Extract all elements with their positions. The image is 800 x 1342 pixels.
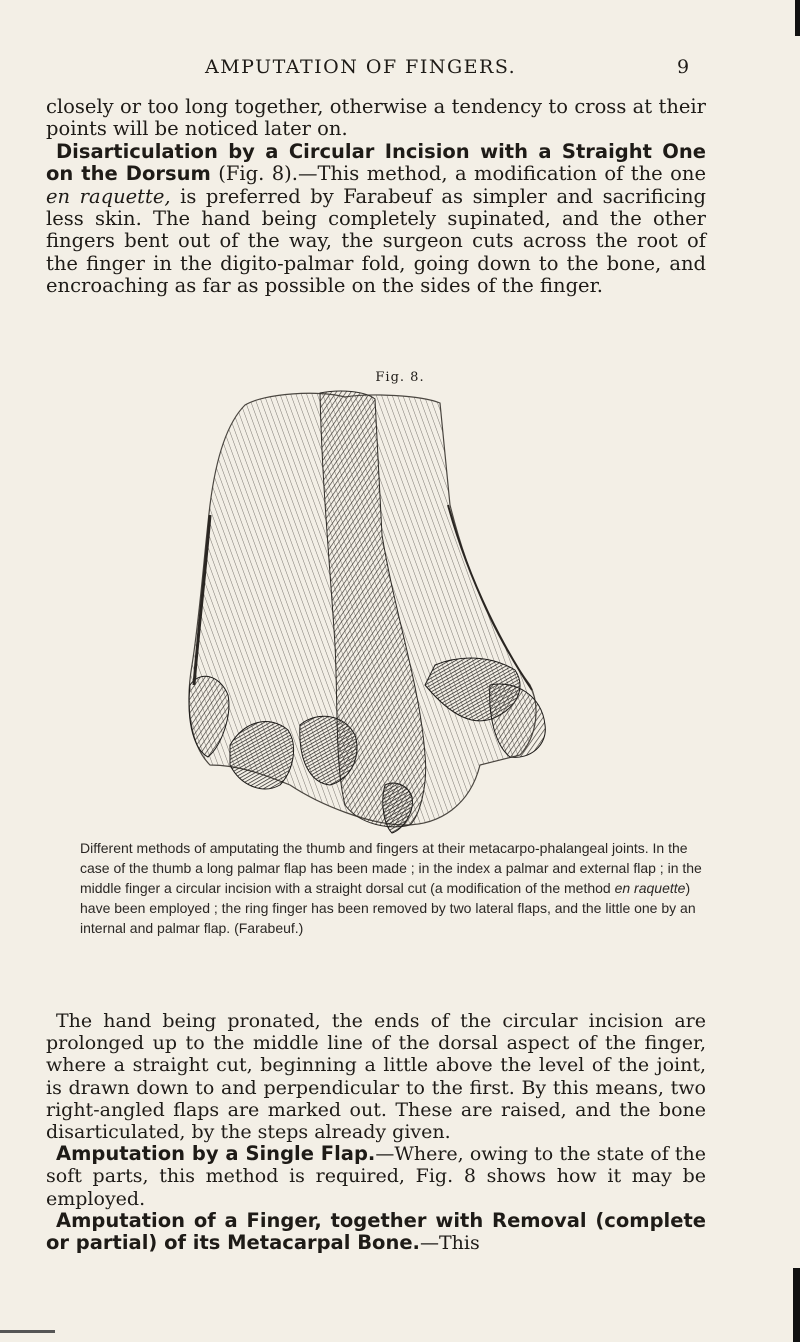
running-header [0,52,800,82]
hand-illustration [170,385,610,835]
paragraph-text: closely or too long together, otherwise a tendency to cross at their points will be noticed later on. [46,95,706,141]
section-heading: Disarticulation by a Circular Incision with a Straight One on the Dorsum [46,139,706,186]
caption-text: ) have been employed ; the ring finger has been removed by two lateral flaps, and the little one by an internal and palmar flap. (Farabeuf.) [80,880,696,936]
scan-edge-mark-bottom-right [793,1268,800,1342]
body-text-bottom [46,1010,706,1254]
running-title: AMPUTATION OF FINGERS. [205,56,517,78]
paragraph-disarticulation [46,141,706,298]
figure-label: Fig. 8. [375,370,425,385]
section-heading: Amputation by a Single Flap. [56,1142,376,1166]
paragraph-text: —Where, owing to the state of the soft parts, this method is required, Fig. 8 shows how it may be employed. [46,1143,706,1210]
scan-edge-mark-bottom-left [0,1330,55,1333]
paragraph-text: The hand being pronated, the ends of the circular incision are prolonged up to the middle line of the dorsal aspect of the finger, where a straight cut, beginning a little above the level of the joint, is drawn down to and perpendicular to the first. By this means, two right-angled flaps are marked out. These are raised, and the bone disarticulated, by the steps already given. [46,1010,706,1144]
page-number: 9 [677,56,690,78]
scan-edge-mark-top-right [795,0,800,36]
caption-text: Different methods of amputating the thumb and fingers at their metacarpo-phalangeal joints. In the case of the thumb a long palmar flap has been made ; in the index a palmar and external flap ; in the middle finger a circular incision with a straight dorsal cut (a modification of the method [80,840,702,896]
italic-term: en raquette, [46,184,171,208]
paragraph-metacarpal [46,1210,706,1254]
paragraph-text: —This [419,1232,480,1255]
paragraph-single-flap [46,1143,706,1210]
paragraph-text: is preferred by Farabeuf as simpler and sacrificing less skin. The hand being completely supinated, and the other fingers bent out of the way, the surgeon cuts across the root of the finger in the digito-palmar fold, going down to the bone, and encroaching as far as possible on the sides of the finger. [46,184,706,298]
paragraph-continuation [46,96,706,141]
figure-reference: (Fig. 8). [218,162,298,186]
paragraph-text: —This method, a modification of the one [297,162,706,186]
body-text-top [46,96,706,298]
caption-italic-term: en raquette [614,880,686,896]
paragraph-pronated [46,1010,706,1143]
figure-caption [80,838,708,938]
section-heading: Amputation of a Finger, together with Removal (complete or partial) of its Metacarpal Bone. [46,1208,706,1255]
